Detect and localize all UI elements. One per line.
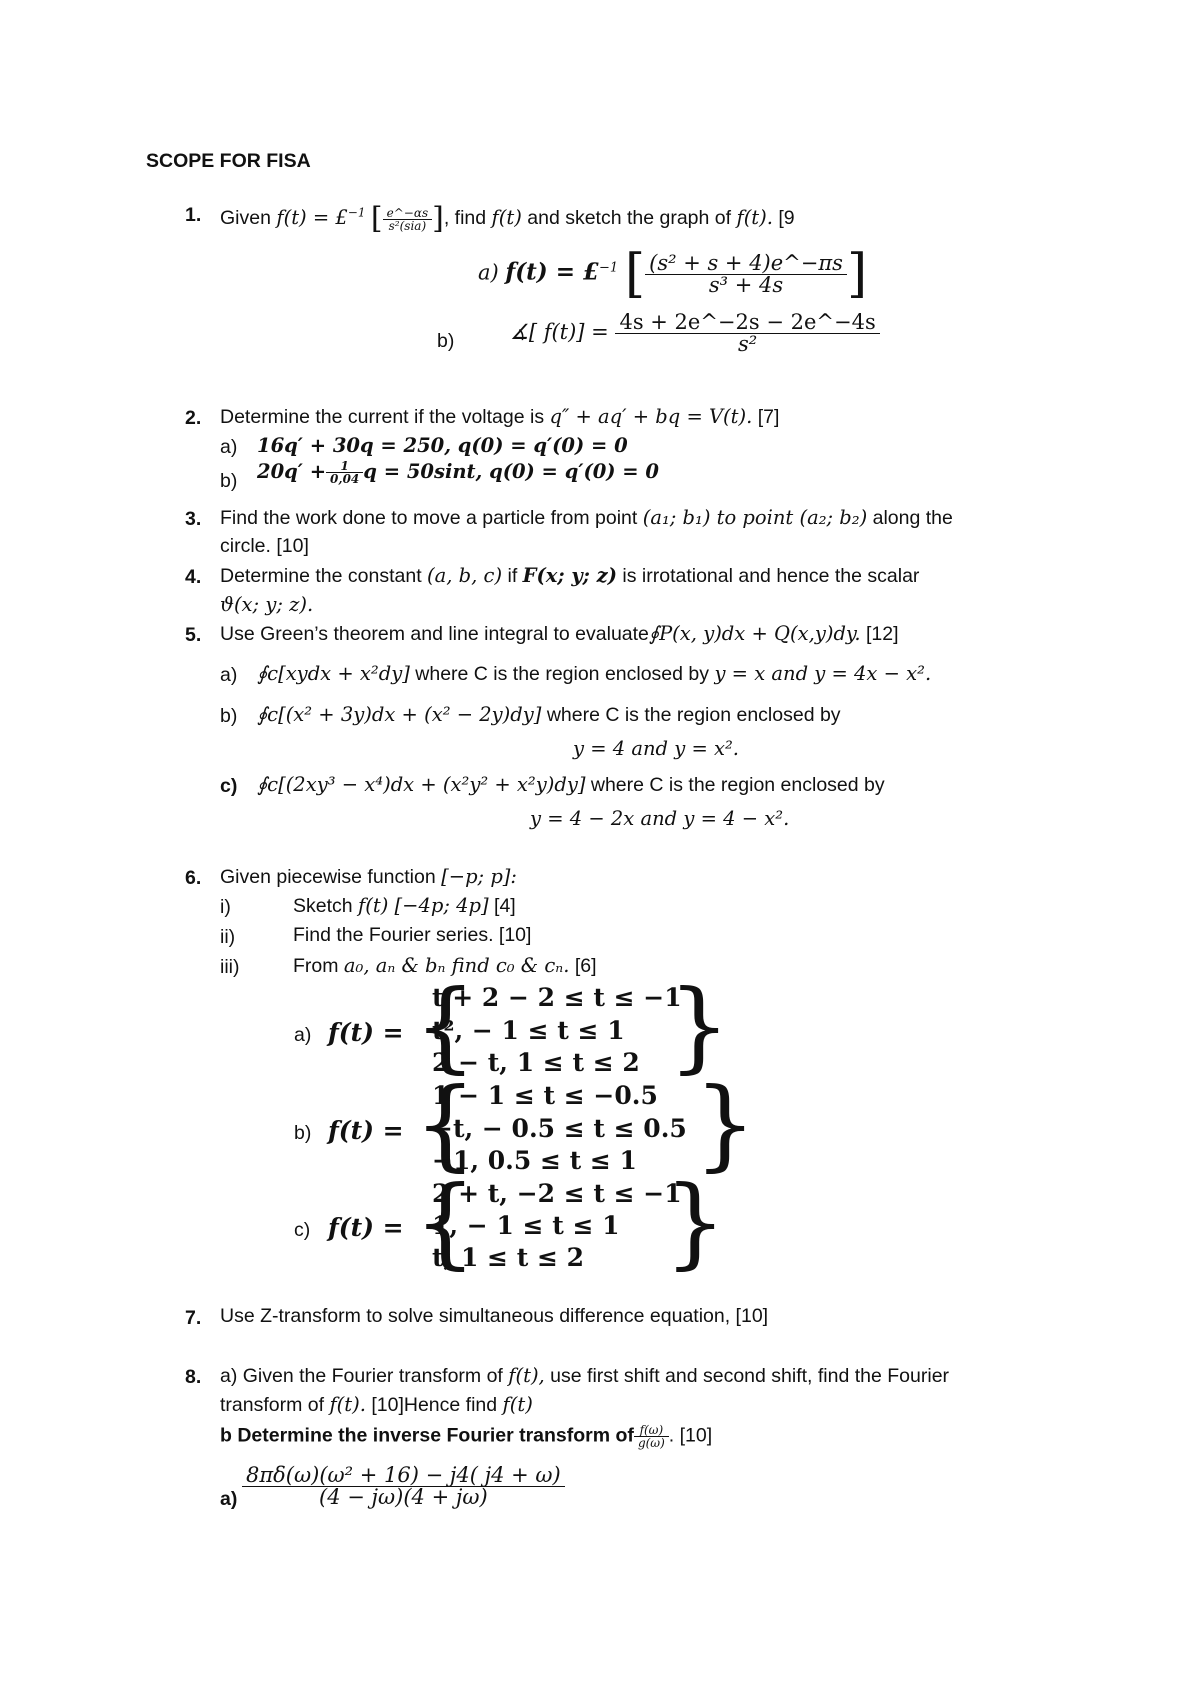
q6c-lhs: f(t) = (328, 1213, 404, 1242)
q1b-label: b) (437, 330, 455, 352)
q8-line2: transform of f(t). [10]Hence find f(t) (220, 1393, 533, 1416)
q5-number: 5. (185, 624, 202, 646)
q7-text: Use Z-transform to solve simultaneous difference equation, [10] (220, 1305, 769, 1327)
q8-number: 8. (185, 1366, 202, 1388)
q6a-row1: t + 2 − 2 ≤ t ≤ −1 (432, 983, 682, 1012)
q6b-right-brace: } (694, 1068, 757, 1182)
q1-number: 1. (185, 204, 202, 226)
q5b-region: y = 4 and y = x². (573, 737, 739, 760)
q6c-right-brace: } (664, 1166, 727, 1280)
q8-line1: a) Given the Fourier transform of f(t), use first shift and second shift, find the Fourier (220, 1364, 950, 1387)
q6c-left-brace: { (414, 1166, 477, 1280)
q6c-row3: t, 1 ≤ t ≤ 2 (432, 1243, 585, 1272)
q8-b-line: b Determine the inverse Fourier transform of $\frac{f(\omega)}{g(\omega)}$ . [10] (220, 1423, 713, 1450)
q6a-label: a) (294, 1024, 312, 1046)
q1b-equation: ∡[ f(t)] = $\frac{4s + 2e\^{}-2s - 2e\^{}-4s}{\text{s²}}$ (510, 312, 880, 355)
q8-expression: $\frac{\text{8πδ(ω)(ω² + 16) − j4( j4 + ω)}}{(4 - j\omega)(4 + j\omega)}$ (242, 1465, 565, 1508)
q8-expr-label: a) (220, 1488, 238, 1510)
q5b-label: b) (220, 705, 238, 727)
q6b-row2: −t, − 0.5 ≤ t ≤ 0.5 (432, 1114, 687, 1143)
q3-line1: Find the work done to move a particle from point (a₁; b₁) to point (a₂; b₂) along the (220, 506, 953, 529)
q4-line2: ϑ(x; y; z). (220, 593, 314, 616)
q6-iii-label: iii) (220, 956, 240, 978)
q5a-label: a) (220, 664, 238, 686)
q2b-label: b) (220, 470, 238, 492)
q6b-row1: 1 − 1 ≤ t ≤ −0.5 (432, 1081, 658, 1110)
q6c-row1: 2 + t, −2 ≤ t ≤ −1 (432, 1179, 682, 1208)
q6-ii-text: Find the Fourier series. [10] (293, 924, 532, 946)
q6a-left-brace: { (414, 970, 477, 1084)
q6a-row2: t², − 1 ≤ t ≤ 1 (432, 1016, 625, 1045)
q6-iii-text: From a₀, aₙ & bₙ find c₀ & cₙ. [6] (293, 954, 597, 977)
q2-number: 2. (185, 407, 202, 429)
q6b-lhs: f(t) = (328, 1116, 404, 1145)
q1a-equation: a) f(t) = £$^{-1}$ [ $\frac{\text{(s² + s + 4)e\textasciicircum{}−πs}}{\text{s³ + 4s}}$ ] (478, 244, 868, 304)
q5c-line: ∮c[(2xy³ − x⁴)dx + (x²y² + x²y)dy] where C is the region enclosed by (257, 773, 885, 796)
q6-number: 6. (185, 867, 202, 889)
page-title: SCOPE FOR FISA (146, 150, 311, 172)
q4-line1: Determine the constant (a, b, c) if F(x; y; z) is irrotational and hence the scalar (220, 564, 920, 587)
q2-text: Determine the current if the voltage is q″ + aq′ + bq = V(t). [7] (220, 405, 780, 428)
q7-number: 7. (185, 1307, 202, 1329)
q6a-lhs: f(t) = (328, 1018, 404, 1047)
q5b-line: ∮c[(x² + 3y)dx + (x² − 2y)dy] where C is the region enclosed by (257, 703, 841, 726)
q5a-line: ∮c[xydx + x²dy] where C is the region enclosed by y = x and y = 4x − x². (257, 662, 932, 685)
q6a-row3: 2 − t, 1 ≤ t ≤ 2 (432, 1048, 640, 1077)
q6c-row2: 1, − 1 ≤ t ≤ 1 (432, 1211, 620, 1240)
q6b-label: b) (294, 1122, 312, 1144)
q6c-label: c) (294, 1219, 311, 1241)
q2b-equation: 20q′ + $\frac{1}{0,04}$ q = 50sint, q(0) = q′(0) = 0 (257, 459, 659, 486)
q6-i-label: i) (220, 896, 231, 918)
q5-text: Use Green’s theorem and line integral to evaluate∮P(x, y)dx + Q(x,y)dy. [12] (220, 622, 899, 645)
q6-text: Given piecewise function [−p; p]: (220, 865, 517, 888)
q6a-right-brace: } (668, 970, 731, 1084)
q3-line2: circle. [10] (220, 535, 309, 557)
q6b-row3: −1, 0.5 ≤ t ≤ 1 (432, 1146, 637, 1175)
q5c-region: y = 4 − 2x and y = 4 − x². (530, 807, 790, 830)
q6b-left-brace: { (414, 1068, 477, 1182)
q4-number: 4. (185, 566, 202, 588)
q2a-label: a) (220, 436, 238, 458)
q3-number: 3. (185, 508, 202, 530)
q6-ii-label: ii) (220, 926, 236, 948)
q2a-equation: 16q′ + 30q = 250, q(0) = q′(0) = 0 (257, 434, 628, 457)
q6-i-text: Sketch f(t) [−4p; 4p] [4] (293, 894, 516, 917)
q5c-label: c) (220, 775, 238, 797)
q1-text: Given f(t) = £$^{-1}$ [ $\frac{e\^{}-\alpha s}{\text{s²(sia)}}$ ], find f(t) and sketch the graph of f(t). [9 (220, 201, 795, 236)
